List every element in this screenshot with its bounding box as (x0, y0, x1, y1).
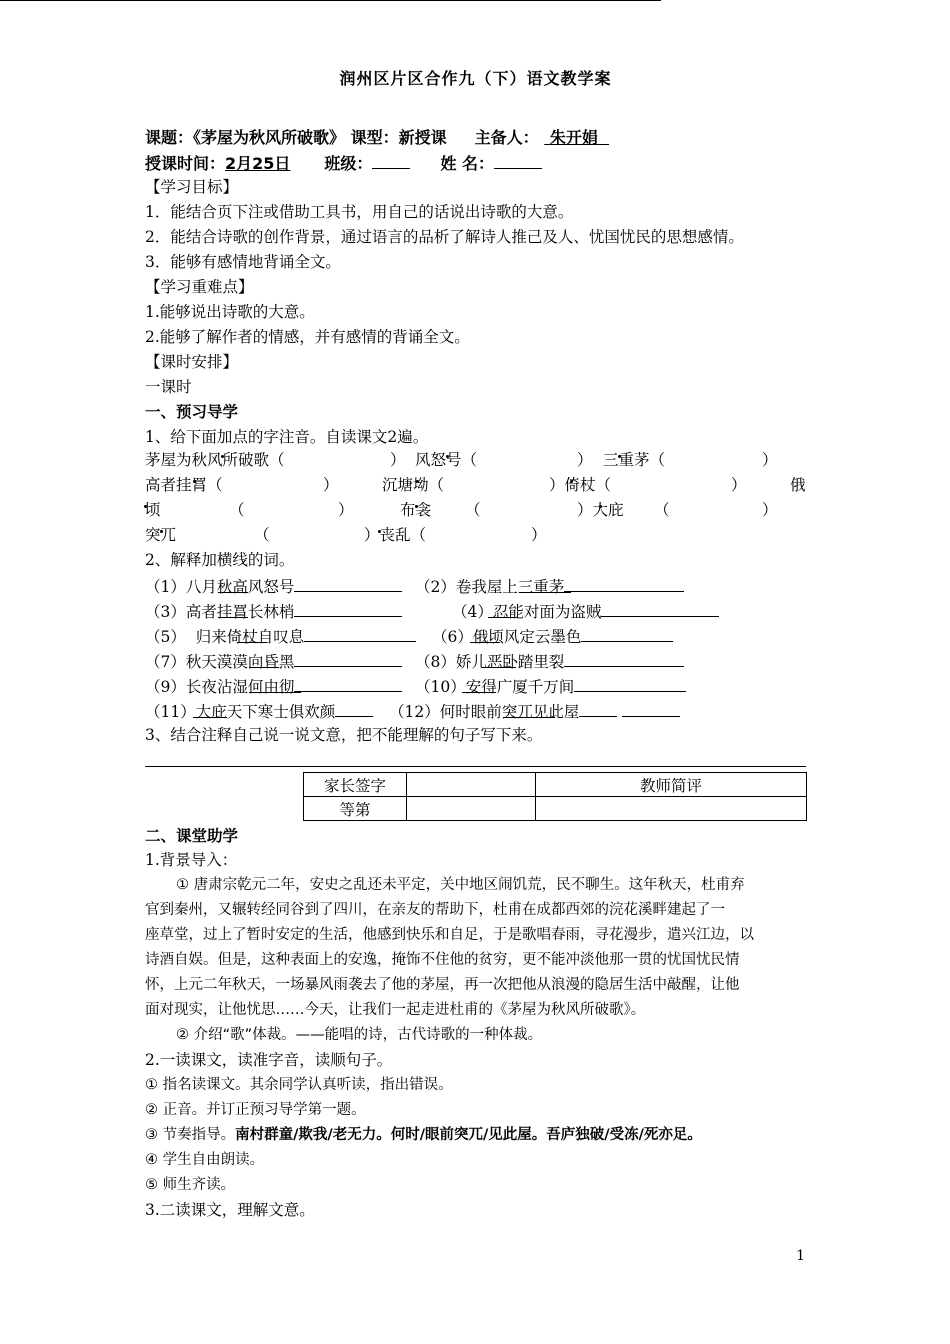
background-line: 官到秦州，又辗转经同谷到了四川，在亲友的帮助下，杜甫在成都西郊的浣花溪畔建起了一 (145, 902, 725, 918)
type-label: 课型： (350, 128, 399, 147)
parent-sign-field[interactable] (407, 773, 536, 797)
goal-item: 2．能结合诗歌的创作背景，通过语言的品析了解诗人推己及人、忧国忧民的思想感情。 (145, 228, 744, 246)
parent-sign-label: 家长签字 (304, 773, 407, 797)
classroom-step1: 1.背景导入： (145, 851, 238, 869)
vocab-item: （7）秋天漠漠向昏黑 (145, 650, 402, 672)
answer-line[interactable] (564, 575, 684, 592)
word-underline (486, 667, 516, 668)
teacher-comment-label: 教师简评 (536, 773, 807, 797)
vocab-item: （1）八月秋高风怒号 (145, 575, 402, 597)
rhythm-line (145, 1125, 702, 1145)
rhythm-text: 南村群童/欺我/老无力。何时/眼前突兀/见此屋。吾庐独破/受冻/死亦足。 (235, 1127, 702, 1143)
pinyin-cell: 高者挂罥（ (145, 476, 223, 494)
background-line: 怀，上元二年秋天，一场暴风雨袭去了他的茅屋，再一次把他从浪漫的隐居生活中敲醒，让他 (145, 977, 740, 993)
vocab-item: （9）长夜沾湿何由彻 (145, 675, 402, 697)
schedule-value: 一课时 (145, 378, 192, 396)
preview-q2: 2、解释加横线的词。 (145, 551, 295, 569)
grade-label: 等第 (304, 797, 407, 821)
vocab-item: （11）大庇天下寒士俱欢颜 (145, 700, 373, 722)
answer-line[interactable] (294, 600, 402, 617)
topic-label: 课题： (145, 128, 194, 147)
pinyin-cell: ） (338, 501, 354, 519)
vocab-item: （12）何时眼前突兀见此屋 (389, 700, 680, 722)
vocab-item: （8）娇儿恶卧踏里裂 (415, 650, 684, 672)
vocab-item: （2）卷我屋上三重茅 (415, 575, 684, 597)
genre-line: ② 介绍“歌”体裁。——能唱的诗，古代诗歌的一种体裁。 (176, 1027, 543, 1043)
teacher-comment-field[interactable] (536, 797, 807, 821)
pinyin-cell: ） (731, 476, 747, 494)
word-underline (462, 692, 496, 693)
background-line: 诗酒自娱。但是，这种表面上的安逸，掩饰不住他的贫穷，更不能冲淡他那一贯的忧国忧民情 (145, 952, 740, 968)
answer-line[interactable] (581, 625, 673, 642)
answer-line[interactable] (294, 675, 402, 692)
grade-field[interactable] (407, 797, 536, 821)
goal-item: 1．能结合页下注或借助工具书，用自己的话说出诗歌的大意。 (145, 203, 574, 221)
pinyin-cell: ） (390, 451, 406, 469)
word-underline (470, 642, 500, 643)
pinyin-cell: 俄 (790, 476, 806, 494)
lesson-time: 2月25日 (225, 154, 291, 173)
goals-heading: 【学习目标】 (145, 178, 239, 196)
rhythm-label: ③ 节奏指导。 (145, 1127, 236, 1143)
name-field[interactable] (494, 152, 542, 169)
word-underline (193, 717, 227, 718)
preview-q3: 3、结合注释自己说一说文意，把不能理解的句子写下来。 (145, 726, 543, 744)
pinyin-cell: （ (654, 501, 670, 519)
answer-line[interactable] (294, 650, 402, 667)
answer-line[interactable] (601, 600, 719, 617)
vocab-item: （10）安得广厦千万间 (415, 675, 686, 697)
vocab-item: （3）高者挂罥长林梢 (145, 600, 402, 622)
preview-q1: 1、给下面加点的字注音。自读课文2遍。 (145, 428, 429, 446)
pinyin-cell: 顷 (145, 501, 161, 519)
class-label: 班级： (324, 154, 373, 173)
page-number: 1 (796, 1248, 805, 1264)
keypoint-item: 1.能够说出诗歌的大意。 (145, 303, 315, 321)
pinyin-cell: （ (229, 501, 245, 519)
word-underline (249, 667, 279, 668)
word-underline (503, 717, 555, 718)
background-line: 面对现实，让他忧思……今天，让我们一起走进杜甫的《茅屋为秋风所破歌》。 (145, 1002, 646, 1018)
goal-item: 3．能够有感情地背诵全文。 (145, 253, 341, 271)
background-line: 座草堂，过上了暂时安定的生活，他感到快乐和自足，于是歌唱春雨，寻花漫步，遣兴江边，以 (145, 927, 754, 943)
meta-line-2 (145, 152, 542, 174)
section-divider (145, 766, 806, 767)
word-underline (519, 592, 571, 593)
topic: 《茅屋为秋风所破歌》 (193, 128, 346, 147)
pinyin-cell: 茅屋为秋风所破歌（ (145, 451, 285, 469)
pinyin-cell: （ (254, 526, 270, 544)
word-underline (237, 642, 267, 643)
class-field[interactable] (372, 152, 410, 169)
pinyin-cell: 三重茅（ (603, 451, 666, 469)
answer-line[interactable] (579, 700, 617, 717)
keypoints-heading: 【学习重难点】 (145, 278, 254, 296)
pinyin-cell: ） (531, 526, 547, 544)
page-title: 润州区片区合作九（下）语文教学案 (339, 69, 612, 88)
classroom-step3: 3.二读课文，理解文意。 (145, 1201, 315, 1219)
step2-item: ④ 学生自由朗读。 (145, 1152, 265, 1168)
classroom-step2: 2.一读课文，读准字音，读顺句子。 (145, 1051, 393, 1069)
lesson-type: 新授课 (398, 128, 447, 147)
answer-line[interactable] (574, 675, 686, 692)
sign-table (303, 772, 807, 821)
pinyin-cell: ） (762, 501, 778, 519)
preparer: 朱开娟 (549, 128, 598, 147)
word-underline (249, 692, 301, 693)
pinyin-cell: 布衾 (400, 501, 432, 519)
keypoint-item: 2.能够了解作者的情感，并有感情的背诵全文。 (145, 328, 470, 346)
pinyin-cell: （ (465, 501, 481, 519)
classroom-heading: 二、课堂助学 (145, 827, 239, 845)
step2-item: ② 正音。并订正预习导学第一题。 (145, 1102, 366, 1118)
word-underline (218, 617, 248, 618)
preparer-label: 主备人： (474, 128, 539, 147)
name-label: 姓 名： (440, 154, 495, 173)
answer-line[interactable] (294, 575, 402, 592)
pinyin-cell: ） (323, 476, 339, 494)
header-rule (0, 0, 661, 1)
step2-item: ⑤ 师生齐读。 (145, 1177, 236, 1193)
pinyin-cell: ）大庇 (577, 501, 624, 519)
word-underline (488, 617, 518, 618)
vocab-item: （6）俄顷风定云墨色 (432, 625, 673, 647)
meta-line-1 (145, 128, 609, 148)
pinyin-cell: 沉塘坳（ (382, 476, 445, 494)
pinyin-cell: ） (577, 451, 593, 469)
vocab-item: （4）忍能对面为盗贼 (452, 600, 719, 622)
step2-item: ① 指名读课文。其余同学认真听读，指出错误。 (145, 1077, 453, 1093)
answer-line[interactable] (622, 700, 680, 717)
word-underline (218, 592, 248, 593)
pinyin-cell: ）倚杖（ (549, 476, 612, 494)
answer-line[interactable] (304, 625, 416, 642)
answer-line[interactable] (335, 700, 373, 717)
pinyin-cell: 突兀 (145, 526, 177, 544)
vocab-item: （5） 归来倚杖自叹息 (145, 625, 416, 647)
preview-heading: 一、预习导学 (145, 403, 239, 421)
schedule-heading: 【课时安排】 (145, 353, 239, 371)
pinyin-cell: ）丧乱（ (364, 526, 427, 544)
background-line: ① 唐肃宗乾元二年，安史之乱还未平定，关中地区闹饥荒，民不聊生。这年秋天，杜甫弃 (176, 877, 745, 893)
pinyin-cell: ） (762, 451, 778, 469)
time-label: 授课时间： (145, 154, 226, 173)
pinyin-cell: 风怒号（ (415, 451, 478, 469)
answer-line[interactable] (564, 650, 684, 667)
